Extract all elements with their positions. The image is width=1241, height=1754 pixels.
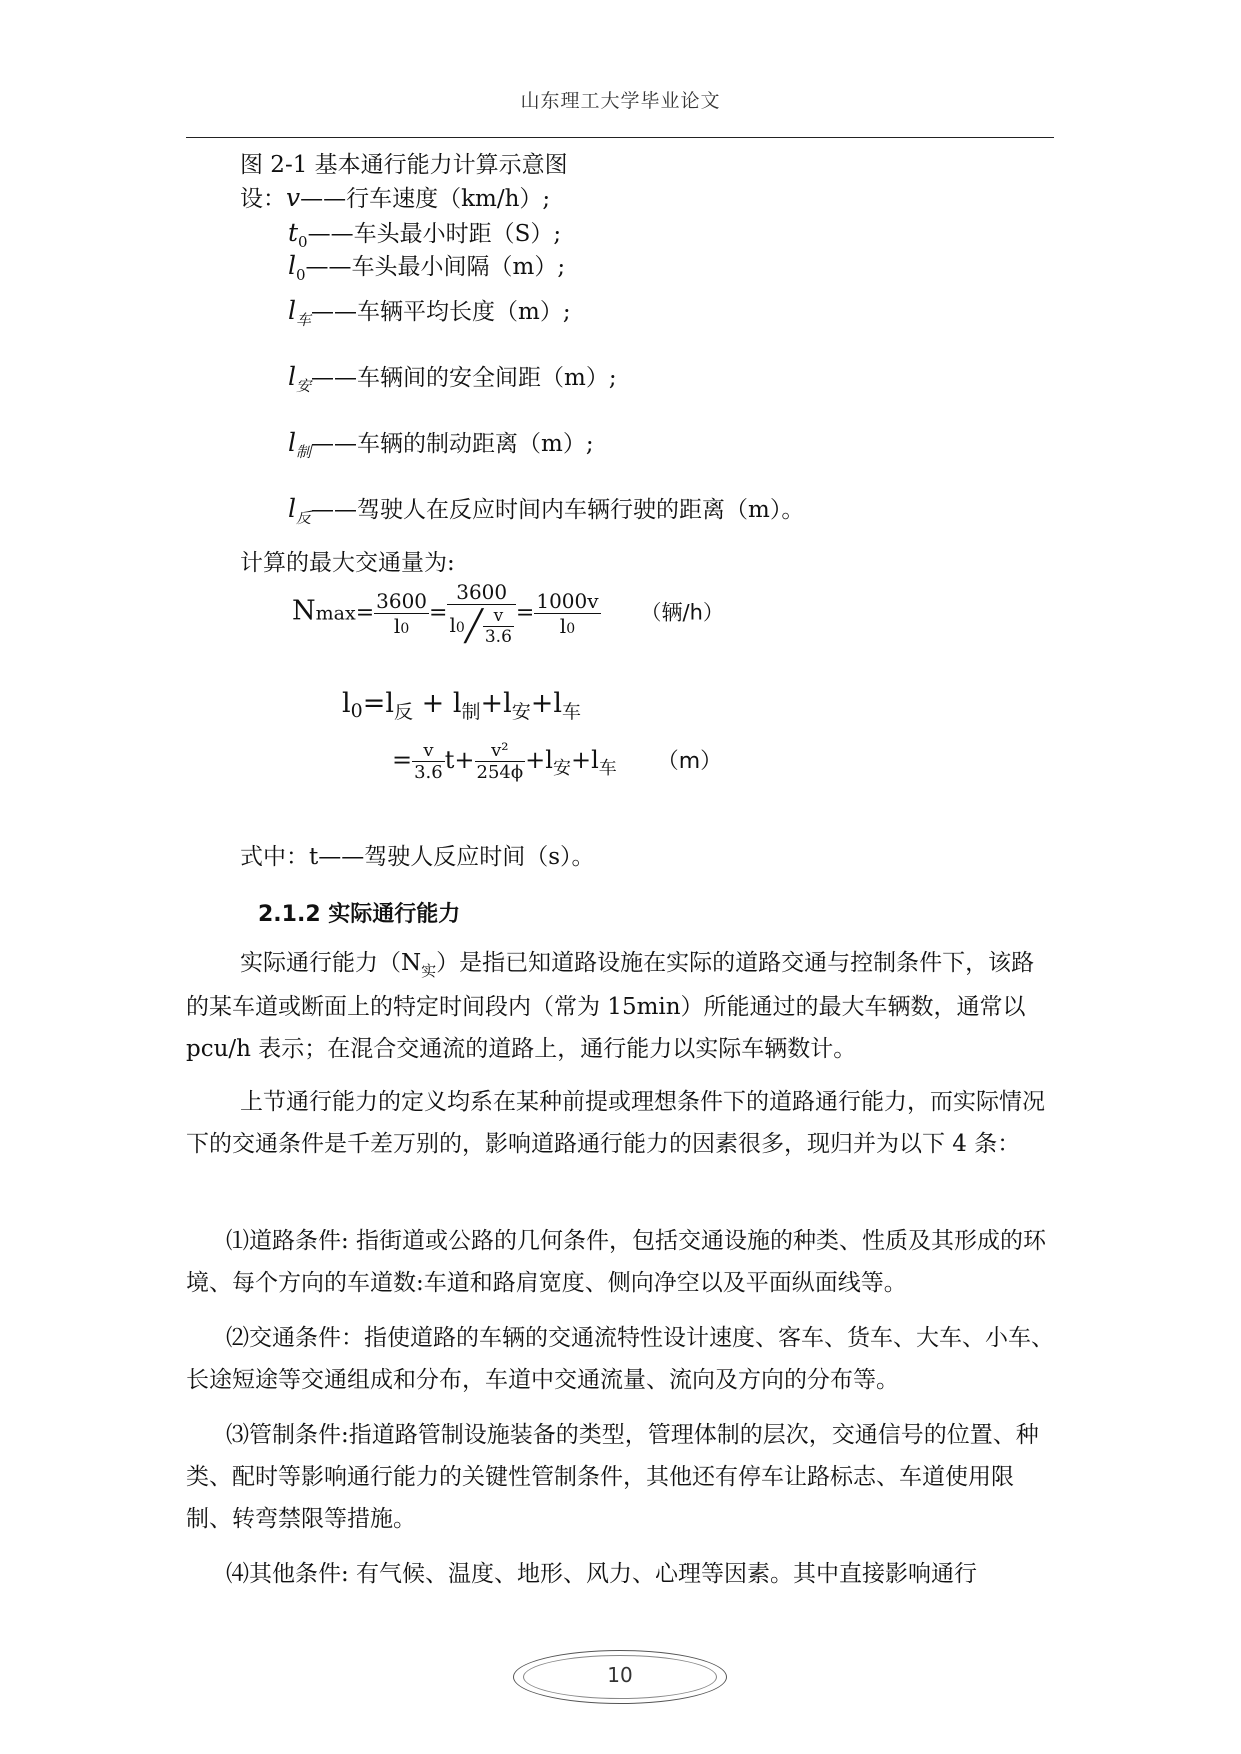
formula-l0-expanded: = $\frac{v}{3.6}$ t+ $\frac{\text{v²}}{254\phi}$ $+l_安+l_车$ （m） [392, 740, 723, 783]
fraction-denominator: 254ϕ [476, 762, 524, 783]
paragraph-factors-intro: 上节通行能力的定义均系在某种前提或理想条件下的道路通行能力，而实际情况下的交通条件是千差万别的，影响道路通行能力的因素很多，现归并为以下 4 条： [186, 1089, 1045, 1157]
fraction-3 [534, 589, 600, 638]
fraction-1 [374, 589, 429, 638]
definition-symbol: t [288, 218, 299, 247]
paragraph-text: 实际通行能力（N [240, 950, 422, 976]
definition-symbol: v [286, 183, 301, 212]
formula-term-sub: 安 [511, 701, 531, 723]
definition-l-react [288, 494, 804, 527]
fraction-den-base: l [393, 614, 401, 638]
formula-lhs-sub: max [315, 602, 356, 625]
definition-l0 [288, 251, 565, 284]
calc-intro: 计算的最大交通量为: [240, 550, 455, 576]
formula-term: l [385, 688, 394, 719]
section-heading: 2.1.2 实际通行能力 [258, 902, 461, 927]
paragraph-traffic-conditions: ⑵交通条件：指使道路的车辆的交通流特性设计速度、客车、货车、大车、小车、长途短途等交通组成和分布，车道中交通流量、流向及方向的分布等。 [186, 1325, 1054, 1393]
formula-term-sub: 车 [562, 701, 582, 723]
definition-symbol: l [288, 362, 296, 391]
paragraph-road-conditions: ⑴道路条件: 指街道或公路的几何条件，包括交通设施的种类、性质及其形成的环境、每个方向的车道数:车道和路肩宽度、侧向净空以及平面纵面线等。 [186, 1228, 1047, 1296]
fraction-den-sub: 0 [566, 621, 576, 637]
fraction-2 [447, 580, 515, 647]
fraction-den-sub: 0 [455, 620, 465, 636]
paragraph-control-conditions: ⑶管制条件:指道路管制设施装备的类型，管理体制的层次，交通信号的位置、种类、配时等影响通行能力的关键性管制条件，其他还有停车让路标志、车道使用限制、转弯禁限等措施。 [186, 1422, 1039, 1532]
definition-text: ——车头最小时距（S）; [307, 221, 562, 247]
formula-term: l [545, 746, 553, 774]
definition-symbol: l [288, 296, 296, 325]
definition-prefix: 设： [240, 186, 286, 212]
definition-subscript: 制 [296, 443, 312, 461]
definition-t0 [288, 218, 561, 251]
definition-text: ——车辆的制动距离（m）; [311, 431, 594, 457]
formula-unit: （辆/h） [640, 600, 724, 625]
fraction-v2-254phi [475, 740, 526, 783]
definition-text: ——车辆间的安全间距（m）; [311, 365, 617, 391]
fraction-denominator [374, 614, 429, 638]
formula-term: l [553, 688, 563, 719]
definition-subscript: 车 [296, 311, 312, 329]
definition-symbol: l [288, 494, 296, 523]
fraction-numerator: v [412, 740, 445, 762]
definition-text: ——驾驶人在反应时间内车辆行驶的距离（m）。 [311, 497, 805, 523]
fraction-den-sub: 0 [400, 621, 410, 637]
fraction-numerator: 3600 [447, 580, 515, 605]
formula-term: l [503, 688, 512, 719]
definition-symbol: l [288, 428, 296, 457]
paragraph-other-conditions: ⑷其他条件: 有气候、温度、地形、风力、心理等因素。其中直接影响通行 [226, 1561, 978, 1587]
paragraph-text: ）是指已知道路设施在实际的道路交通与控制条件下，该路的某车道或断面上的特定时间段内（常为 15min）所能通过的最大车辆数，通常以 pcu/h 表示；在混合交通流的道路上，通行能力以实际车辆数计。 [186, 950, 1035, 1062]
where-note: 式中：t——驾驶人反应时间（s）。 [240, 844, 595, 870]
definition-text: ——车辆平均长度（m）; [311, 299, 571, 325]
formula-lhs-sub: 0 [350, 700, 363, 722]
formula-term-sub: 制 [461, 701, 481, 723]
definition-subscript: 0 [298, 233, 308, 251]
header-rule [186, 137, 1054, 138]
formula-term-sub: 反 [394, 701, 414, 723]
formula-term-sub: 车 [598, 758, 617, 779]
page-header-title: 山东理工大学毕业论文 [520, 90, 721, 112]
fraction-inner [483, 606, 514, 647]
fraction-numerator: 3600 [376, 589, 428, 613]
definition-subscript: 0 [296, 266, 306, 284]
fraction-den-base: l [449, 613, 456, 637]
fraction-den-base: l [559, 614, 567, 638]
fraction-denominator: 3.6 [484, 627, 512, 647]
formula-nmax: Nmax= $\frac{3600}{l0}$ = 3600 l0╱ $\frac{v}{3.6}$ = $\frac{1000v}{l0}$ （辆/h） [292, 580, 724, 647]
definition-text: ——车头最小间隔（m）; [305, 254, 566, 280]
formula-term: l [591, 746, 599, 774]
paragraph-actual-capacity [186, 942, 1056, 1070]
formula-term-sub: 安 [552, 758, 571, 779]
fraction-denominator: l0╱ $\frac{v}{3.6}$ [449, 606, 512, 647]
formula-lhs: N [292, 595, 316, 627]
definition-symbol: l [288, 251, 296, 280]
definition-text: ——行车速度（km/h）; [300, 186, 551, 212]
paragraph-subscript: 实 [421, 962, 437, 980]
definition-l-brake [288, 428, 594, 461]
definition-subscript: 安 [296, 377, 312, 395]
fraction-numerator: v² [475, 740, 526, 762]
definition-subscript: 反 [296, 509, 312, 527]
definition-v [240, 183, 550, 214]
fraction-denominator [534, 614, 600, 638]
fraction-denominator: 3.6 [414, 762, 443, 783]
fraction-numerator: v [483, 606, 514, 627]
definition-l-safe [288, 362, 617, 395]
figure-caption: 图 2-1 基本通行能力计算示意图 [240, 152, 568, 178]
definition-l-car [288, 296, 571, 329]
formula-l0: $l0=l_反 + l_制+l_安+l_车$ [342, 688, 582, 723]
formula-unit: （m） [656, 749, 723, 774]
fraction-v-3.6 [412, 740, 445, 783]
formula-term: t [444, 746, 455, 774]
fraction-numerator: 1000v [536, 589, 599, 613]
formula-lhs: l [342, 688, 351, 719]
formula-term: l [452, 688, 462, 719]
page-number: 10 [607, 1663, 633, 1687]
